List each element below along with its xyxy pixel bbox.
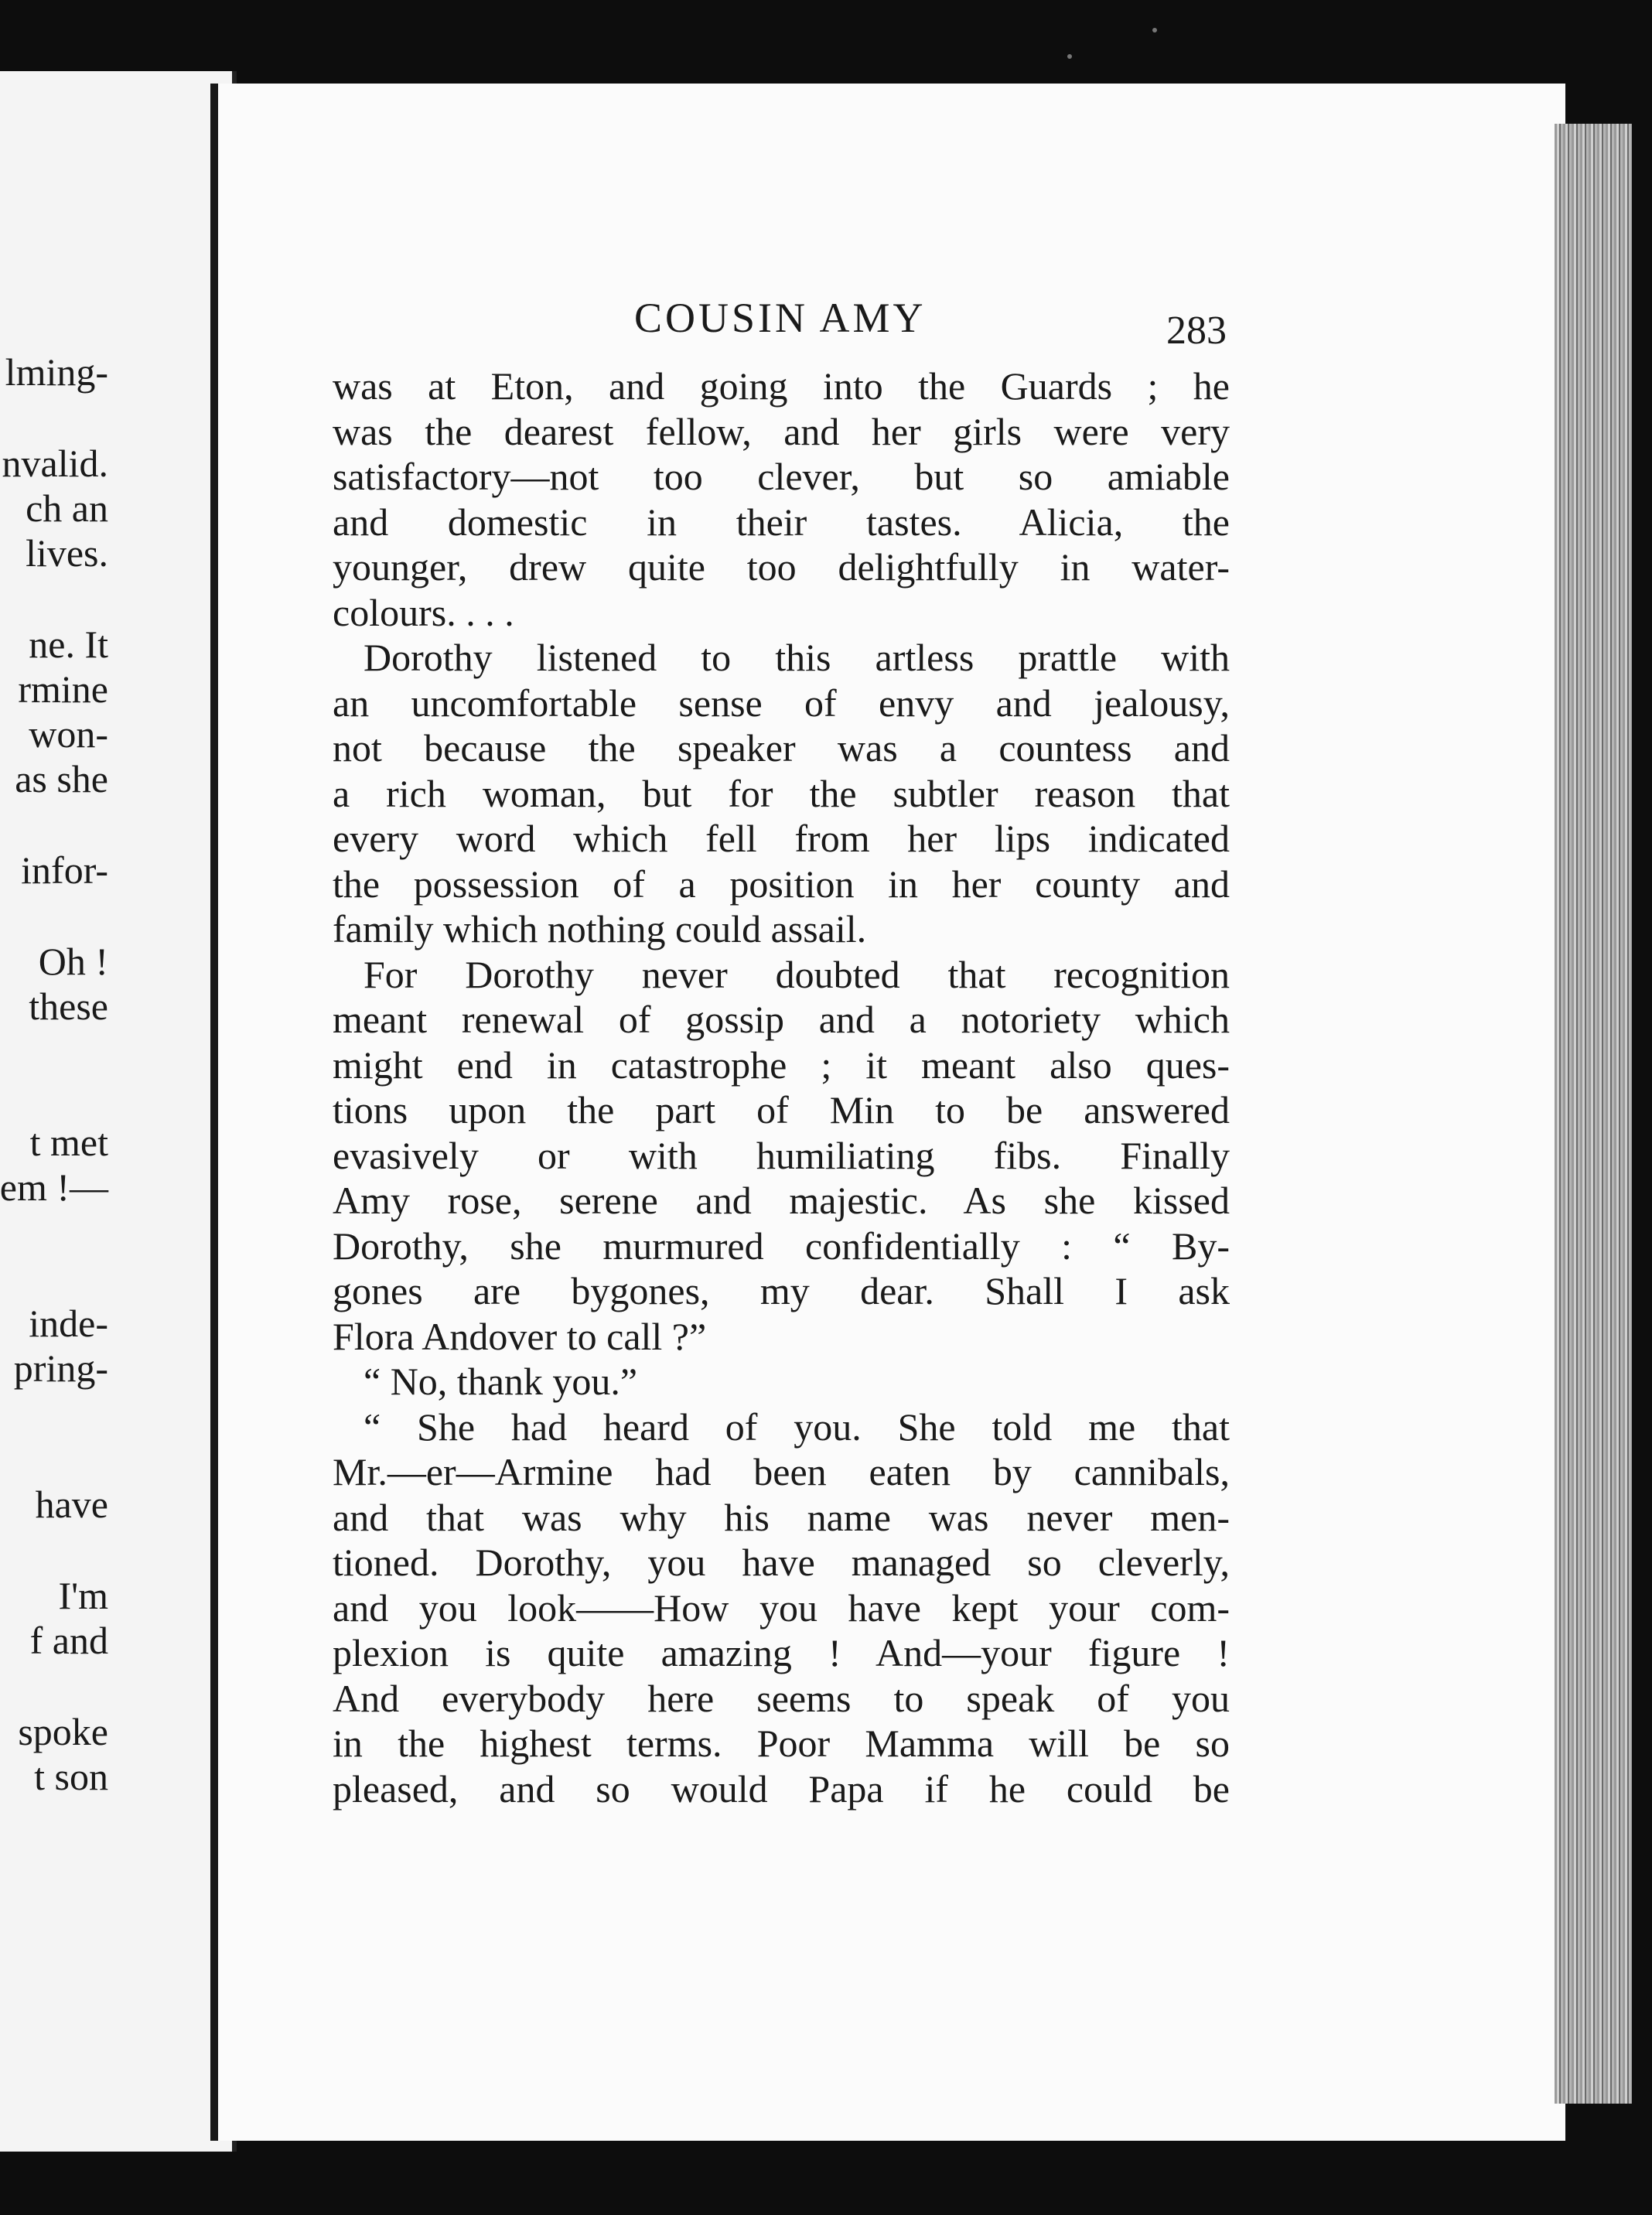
left-page-line: ne. It [29, 623, 108, 666]
left-page-line: infor- [21, 848, 108, 892]
left-page-line: have [35, 1483, 108, 1526]
text-line: not because the speaker was a countess and [333, 726, 1230, 770]
text-line: tioned. Dorothy, you have managed so cleverly, [333, 1541, 1230, 1584]
scan-speck [1152, 28, 1157, 32]
left-page [0, 71, 237, 2152]
scan-speck [1067, 54, 1072, 59]
left-page-line: as she [15, 757, 108, 800]
page-number: 283 [1166, 309, 1227, 353]
text-line: was at Eton, and going into the Guards ; he [333, 364, 1230, 408]
text-line: family which nothing could assail. [333, 907, 867, 951]
left-page-line: won- [29, 712, 108, 756]
text-line: pleased, and so would Papa if he could be [333, 1766, 1230, 1811]
text-line: gones are bygones, my dear. Shall I ask [333, 1269, 1230, 1312]
text-line: and domestic in their tastes. Alicia, the [333, 500, 1230, 544]
left-page-line: f and [29, 1619, 108, 1662]
text-line: in the highest terms. Poor Mamma will be so [333, 1722, 1230, 1765]
left-page-line: nvalid. [2, 442, 108, 485]
left-page-line: t son [34, 1755, 108, 1798]
left-page-line: inde- [29, 1302, 108, 1345]
body-text [333, 363, 1230, 1811]
text-line: Dorothy, she murmured confidentially : “ By- [333, 1224, 1230, 1268]
left-page-line: Oh ! [38, 940, 108, 983]
text-line: might end in catastrophe ; it meant also ques- [333, 1043, 1230, 1087]
text-line: satisfactory—not too clever, but so amiable [333, 455, 1230, 498]
text-line: evasively or with humiliating fibs. Finally [333, 1133, 1230, 1177]
left-page-line: I'm [58, 1574, 108, 1617]
left-page-line: pring- [13, 1346, 108, 1390]
text-line: tions upon the part of Min to be answered [333, 1088, 1230, 1131]
text-line: every word which fell from her lips indicated [333, 817, 1230, 860]
text-line: Dorothy listened to this artless prattle with [364, 636, 1230, 679]
left-page-line: spoke [18, 1710, 108, 1753]
left-page-line: these [29, 985, 108, 1028]
text-line: younger, drew quite too delightfully in water- [333, 545, 1230, 589]
left-page-line: em !— [0, 1166, 108, 1209]
running-head: COUSIN AMY [634, 295, 927, 341]
text-line: “ No, thank you.” [364, 1360, 638, 1403]
text-line: was the dearest fellow, and her girls were very [333, 409, 1230, 453]
text-line: an uncomfortable sense of envy and jealousy, [333, 681, 1230, 725]
text-line: Amy rose, serene and majestic. As she kissed [333, 1179, 1230, 1222]
left-page-line: t met [29, 1121, 108, 1164]
text-line: Mr.—er—Armine had been eaten by cannibals, [333, 1450, 1230, 1493]
text-line: plexion is quite amazing ! And—your figure ! [333, 1631, 1230, 1674]
text-line: And everybody here seems to speak of you [333, 1676, 1230, 1720]
left-page-line: ch an [26, 486, 108, 530]
left-page-line: lives. [26, 531, 108, 575]
text-line: and you look——How you have kept your com- [333, 1585, 1230, 1630]
text-line: Flora Andover to call ?” [333, 1314, 707, 1358]
text-line: meant renewal of gossip and a notoriety which [333, 998, 1230, 1041]
text-line: and that was why his name was never men- [333, 1495, 1230, 1539]
text-line: colours. . . . [333, 590, 514, 634]
text-line: the possession of a position in her county and [333, 862, 1230, 906]
left-page-line: rmine [18, 667, 108, 711]
text-line: a rich woman, but for the subtler reason that [333, 771, 1230, 815]
text-line: For Dorothy never doubted that recognition [364, 952, 1230, 996]
text-line: “ She had heard of you. She told me that [364, 1404, 1230, 1449]
page-edges [1555, 124, 1632, 2104]
left-page-line: lming- [5, 350, 108, 394]
